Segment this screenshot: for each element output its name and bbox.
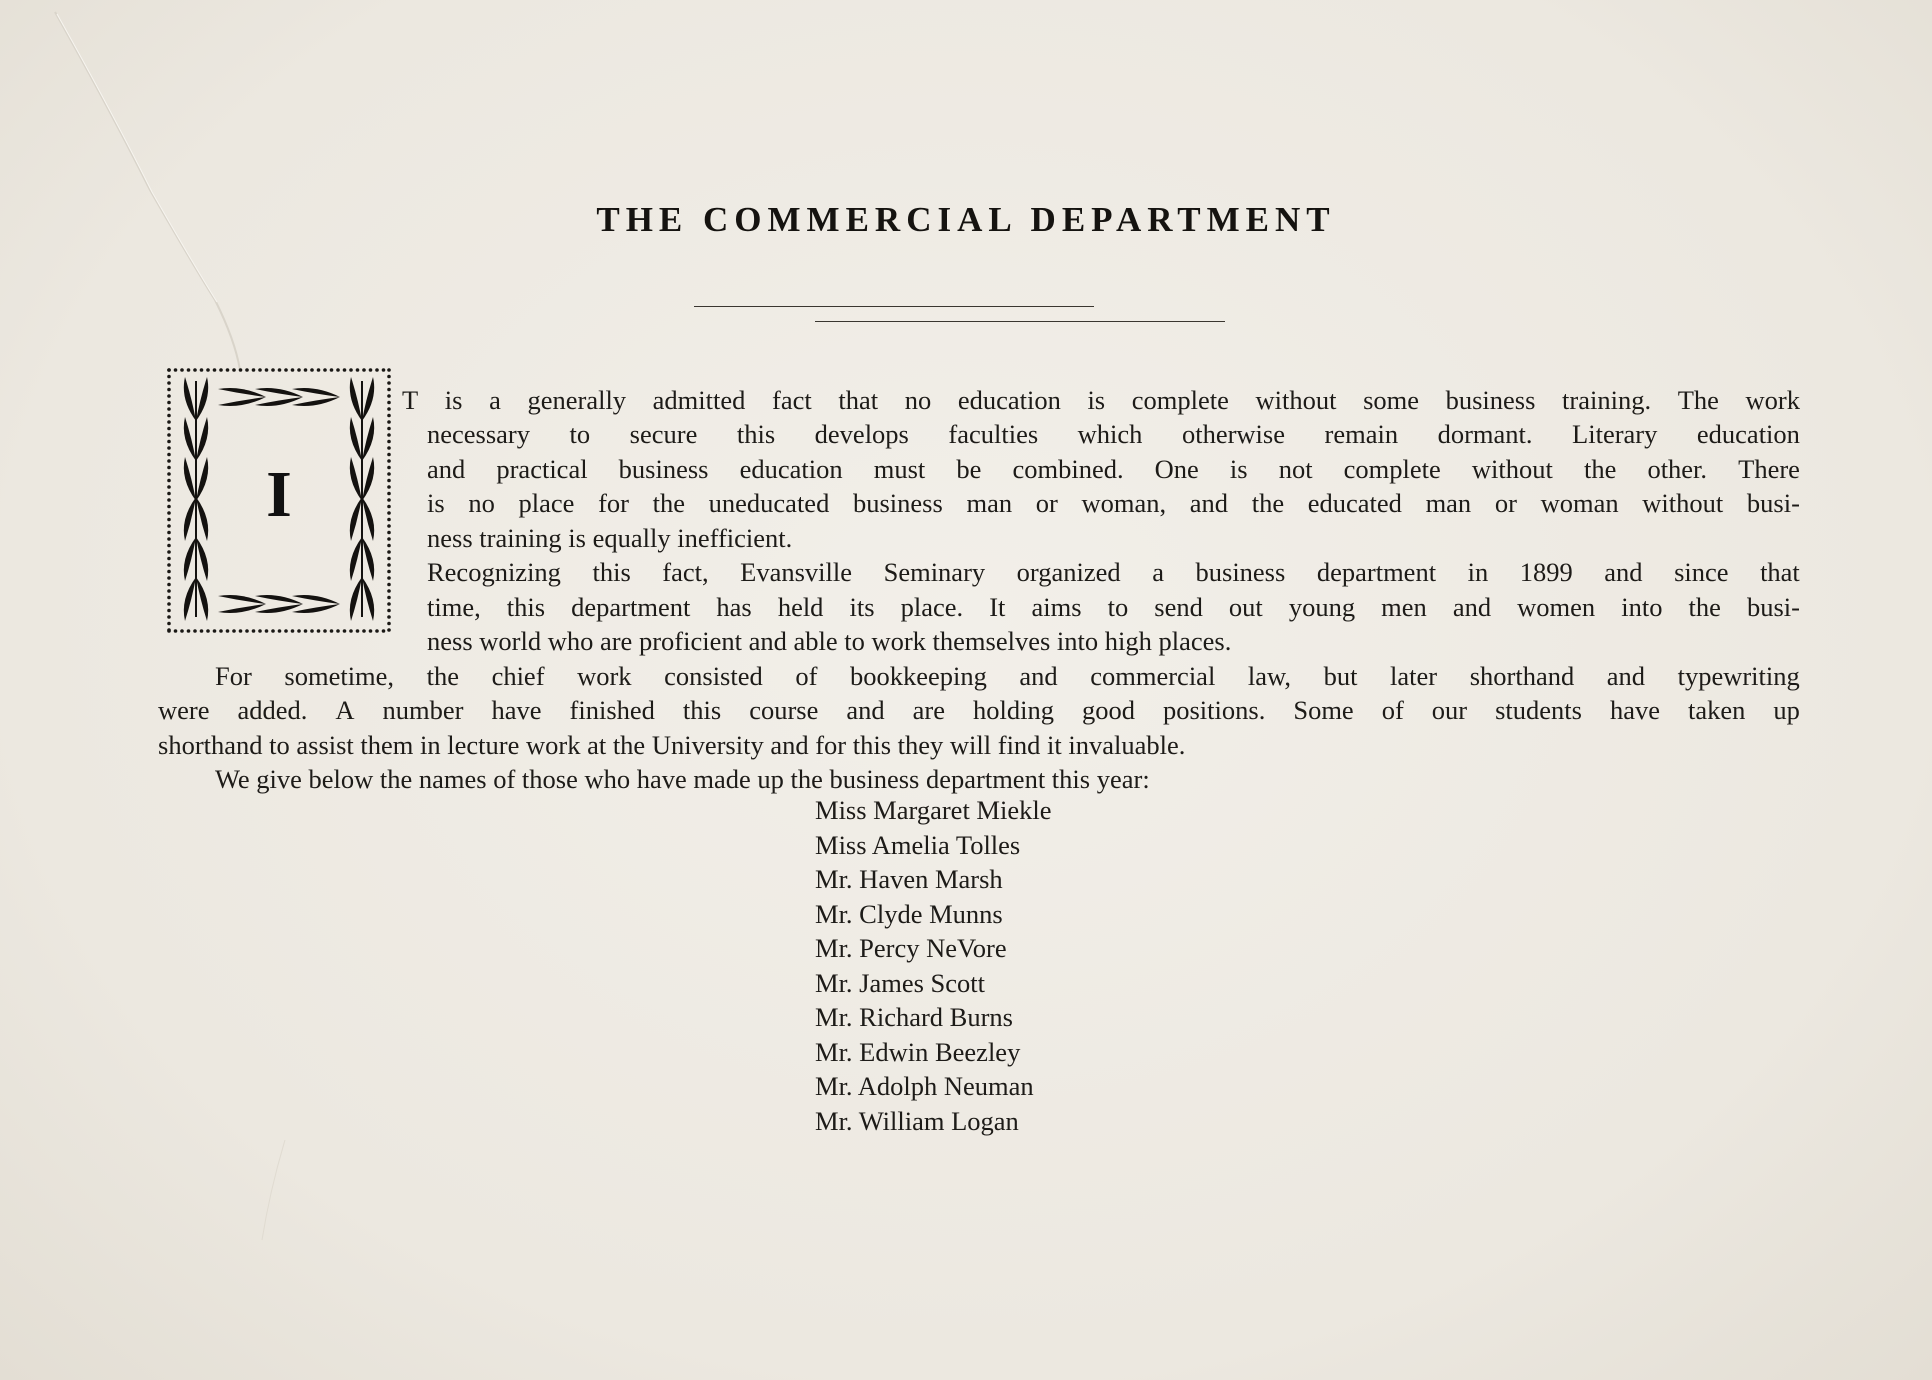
list-item: Mr. Percy NeVore — [815, 933, 1007, 963]
paragraph-2-line-1: Recognizing this fact, Evansville Seminary organized a business department in 1899 and since that — [427, 557, 1800, 587]
list-item: Mr. Clyde Munns — [815, 898, 1003, 929]
list-item: Mr. William Logan — [815, 1105, 1019, 1136]
paragraph-4-line-1: We give below the names of those who have made up the business department this year: — [215, 764, 1150, 794]
list-item: Mr. Edwin Beezley — [815, 1036, 1021, 1067]
list-item: Mr. Richard Burns — [815, 1002, 1013, 1032]
student-names-list — [815, 793, 1052, 1138]
paragraph-3-line-3: shorthand to assist them in lecture work at the University and for this they will find it invaluable. — [158, 730, 1186, 760]
list-item: Mr. James Scott — [815, 967, 986, 998]
drop-cap-letter: I — [266, 457, 292, 531]
list-item: Mr. Adolph Neuman — [815, 1071, 1034, 1101]
list-item: Miss Margaret Miekle — [815, 795, 1052, 825]
paragraph-2-line-3: ness world who are proficient and able to work themselves into high places. — [427, 626, 1232, 656]
paragraph-2-line-2: time, this department has held its place. It aims to send out young men and women into the busi- — [427, 592, 1800, 622]
paragraph-3-line-2: were added. A number have finished this course and are holding good positions. Some of our students have taken up — [158, 695, 1800, 725]
paragraph-1-line-2: necessary to secure this develops faculties which otherwise remain dormant. Literary education — [427, 419, 1800, 449]
paragraph-1-line-5: ness training is equally inefficient. — [427, 523, 793, 553]
list-item: Mr. Haven Marsh — [815, 864, 1003, 894]
paragraph-1-line-3: and practical business education must be combined. One is not complete without the other. There — [427, 454, 1800, 484]
paragraph-1-line-4: is no place for the uneducated business man or woman, and the educated man or woman without busi- — [427, 488, 1800, 518]
paragraph-3-line-1: For sometime, the chief work consisted of bookkeeping and commercial law, but later shorthand and typewriting — [215, 661, 1800, 691]
page-title: THE COMMERCIAL DEPARTMENT — [596, 200, 1336, 239]
title-divider-lower — [815, 321, 1225, 322]
list-item: Miss Amelia Tolles — [815, 829, 1021, 860]
paragraph-1-line-1: T is a generally admitted fact that no education is complete without some business training. The work — [402, 385, 1800, 415]
title-divider-upper — [694, 306, 1094, 307]
